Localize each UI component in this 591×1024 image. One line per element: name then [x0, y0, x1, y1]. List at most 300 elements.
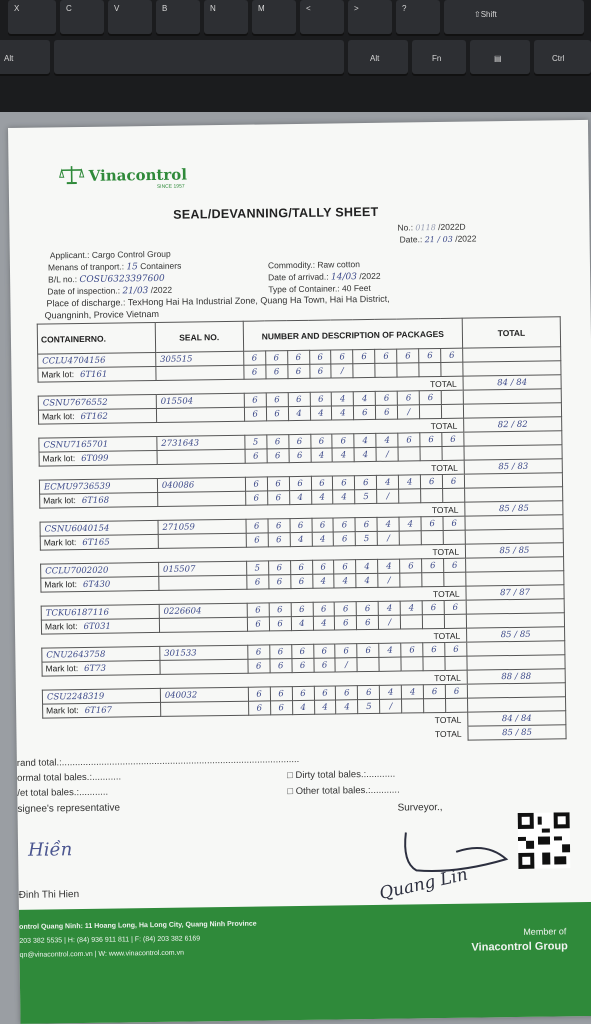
mark-lot-value: 6T73: [84, 663, 107, 674]
package-count: /: [335, 658, 357, 672]
package-count: 6: [291, 658, 313, 672]
key-alt-left: [0, 40, 50, 74]
package-count: 6: [422, 558, 444, 572]
row-total-blank: [464, 445, 562, 460]
means-suffix: Containers: [140, 260, 182, 272]
row-total: 84 / 84: [463, 375, 561, 390]
package-count: [402, 699, 424, 713]
keyboard-background: [0, 0, 591, 120]
key-v: [108, 0, 152, 34]
package-count: 6: [444, 558, 466, 572]
package-count: /: [398, 405, 420, 419]
package-count: [421, 530, 443, 544]
header-total: TOTAL: [462, 317, 560, 348]
package-count: 4: [332, 448, 354, 462]
package-count: [379, 657, 401, 671]
row-total-blank: [467, 683, 565, 698]
package-count: 6: [309, 350, 331, 364]
package-count: 6: [268, 533, 290, 547]
package-count: 6: [267, 491, 289, 505]
package-count: [441, 362, 463, 376]
header-packages: NUMBER AND DESCRIPTION OF PACKAGES: [243, 318, 463, 351]
applicant: Applicant.: Cargo Control Group: [49, 248, 171, 261]
inspection-value: 21/03: [122, 286, 149, 297]
row-total: 82 / 82: [464, 417, 562, 432]
container-type: Type of Container.: 40 Feet: [268, 282, 371, 295]
key-label: ?: [402, 4, 407, 13]
row-total: 85 / 85: [465, 543, 563, 558]
package-count: 6: [247, 645, 269, 659]
package-count: 6: [270, 701, 292, 715]
package-count: [399, 531, 421, 545]
mark-lot-label: Mark lot:: [41, 411, 75, 422]
no-year: /2022D: [438, 221, 466, 233]
package-count: 6: [423, 642, 445, 656]
package-count: 4: [377, 517, 399, 531]
package-count: 4: [399, 475, 421, 489]
row-total-blank: [467, 641, 565, 656]
footer-address: ontrol Quang Ninh: 11 Hoang Long, Ha Long City, Quang Ninh Province: [19, 920, 257, 931]
signature-flourish-icon: [396, 821, 517, 883]
package-count: 6: [270, 659, 292, 673]
total-label: TOTAL: [42, 628, 467, 648]
package-count: 4: [311, 448, 333, 462]
surveyor-signature: Quang Lin: [377, 864, 470, 904]
package-count: 6: [310, 392, 332, 406]
package-count: 6: [267, 477, 289, 491]
seal-no: 040086: [157, 477, 245, 492]
package-count: 6: [335, 644, 357, 658]
package-count: 6: [269, 603, 291, 617]
package-count: 6: [419, 348, 441, 362]
package-count: 6: [419, 390, 441, 404]
footer-member-of: Member of: [523, 926, 567, 937]
row-total-blank: [467, 655, 565, 670]
key-x: [8, 0, 56, 34]
row-total: 85 / 83: [464, 459, 562, 474]
package-count: 6: [335, 616, 357, 630]
key-less: [300, 0, 344, 34]
package-count: 6: [245, 477, 267, 491]
row-total-blank: [466, 571, 564, 586]
inspection-label: Date of inspection.:: [47, 285, 121, 297]
footer-bar: [19, 902, 591, 1024]
key-fn: [412, 40, 466, 74]
surveyor-label: Surveyor.,: [397, 801, 443, 814]
package-count: 4: [313, 616, 335, 630]
package-count: 6: [444, 600, 466, 614]
footer-phone: 203 382 5535 | H: (84) 936 911 811 | F: (84) 203 382 6169: [19, 935, 201, 945]
package-count: 6: [289, 448, 311, 462]
bl-value: COSU6323397600: [79, 273, 165, 286]
package-count: 6: [292, 686, 314, 700]
package-count: 6: [397, 391, 419, 405]
package-count: 4: [380, 685, 402, 699]
package-count: 6: [291, 602, 313, 616]
key-label: B: [162, 4, 168, 13]
package-count: 4: [292, 700, 314, 714]
mark-lot-label: Mark lot:: [46, 705, 79, 716]
package-count: /: [380, 699, 402, 713]
total-label: TOTAL: [40, 502, 465, 522]
vinacontrol-logo-icon: [59, 165, 85, 190]
row-total-blank: [464, 431, 562, 446]
total-label: TOTAL: [41, 586, 466, 606]
package-count: 6: [268, 519, 290, 533]
seal-no: 015504: [156, 393, 244, 408]
package-count: 4: [289, 490, 311, 504]
row-total-blank: [463, 347, 561, 362]
package-count: 4: [310, 406, 332, 420]
package-count: /: [331, 364, 353, 378]
key-label: Alt: [370, 54, 380, 63]
package-count: 6: [314, 686, 336, 700]
arrived-value: 14/03: [330, 272, 357, 283]
package-count: 6: [336, 686, 358, 700]
package-count: 6: [335, 602, 357, 616]
key-ctrl: [534, 40, 591, 74]
package-count: [375, 363, 397, 377]
package-count: 6: [400, 559, 422, 573]
row-total: 85 / 85: [467, 627, 565, 642]
key-label: ▤: [494, 54, 502, 63]
key-label: V: [114, 4, 120, 13]
consignee-representative: signee's representative: [17, 802, 121, 815]
key-label: Fn: [432, 54, 442, 63]
package-count: [401, 615, 423, 629]
footer-group: Vinacontrol Group: [471, 940, 568, 954]
seal-blank: [157, 449, 245, 464]
package-count: 6: [248, 687, 270, 701]
doc-date: [400, 233, 477, 244]
inspection-year: /2022: [150, 284, 173, 296]
package-count: 6: [422, 600, 444, 614]
commodity: Commodity.: Raw cotton: [267, 259, 360, 271]
arrived-label: Date of arrivad.:: [268, 271, 329, 283]
logo-since: SINCE 1957: [156, 183, 185, 190]
package-count: 4: [376, 433, 398, 447]
seal-blank: [158, 533, 246, 548]
seal-blank: [159, 575, 247, 590]
package-count: 6: [443, 474, 465, 488]
package-count: 6: [265, 365, 287, 379]
key-label: C: [66, 4, 72, 13]
container-no: CCLU7002020: [41, 562, 159, 578]
package-count: 6: [331, 350, 353, 364]
row-total: 88 / 88: [467, 669, 565, 684]
package-count: 4: [312, 574, 334, 588]
grand-total-line: rand total.:..........................................................................................: [16, 753, 300, 769]
seal-no: 0226604: [159, 603, 247, 618]
package-count: 4: [378, 559, 400, 573]
key-n: [204, 0, 248, 34]
package-count: [420, 446, 442, 460]
seal-blank: [157, 491, 245, 506]
package-count: [423, 614, 445, 628]
package-count: 4: [378, 601, 400, 615]
package-count: [399, 489, 421, 503]
package-count: [442, 404, 464, 418]
package-count: 6: [375, 349, 397, 363]
package-count: 6: [376, 405, 398, 419]
place-of-discharge: Place of discharge.: TexHong Hai Ha Industrial Zone, Quang Ha Town, Hai Ha District,: [46, 293, 390, 309]
key-label: >: [354, 4, 359, 13]
package-count: 6: [267, 449, 289, 463]
seal-no: 271059: [158, 519, 246, 534]
package-count: 5: [358, 699, 380, 713]
package-count: 6: [246, 533, 268, 547]
package-count: 6: [309, 364, 331, 378]
key-m: [252, 0, 296, 34]
place-of-discharge-2: Quangninh, Provice Vietnam: [44, 308, 160, 321]
key-menu: [470, 40, 530, 74]
total-label: TOTAL: [42, 670, 467, 690]
package-count: 6: [244, 393, 266, 407]
package-count: [443, 488, 465, 502]
container-no: CSNU6040154: [40, 520, 158, 536]
row-total-blank: [463, 361, 561, 376]
consignee-name: Đinh Thi Hien: [18, 889, 80, 901]
total-label: TOTAL: [43, 712, 468, 732]
package-count: [446, 698, 468, 712]
package-count: [420, 404, 442, 418]
key-question: [396, 0, 440, 34]
seal-blank: [156, 365, 244, 380]
package-count: [422, 572, 444, 586]
key-label: Ctrl: [552, 54, 565, 63]
bl-label: B/L no.:: [48, 274, 78, 285]
package-count: 6: [443, 516, 465, 530]
package-count: 6: [268, 561, 290, 575]
package-count: 6: [290, 518, 312, 532]
key-alt-right: [348, 40, 408, 74]
package-count: 6: [248, 659, 270, 673]
package-count: 4: [312, 532, 334, 546]
mark-lot-label: Mark lot:: [44, 621, 78, 632]
package-count: 6: [287, 350, 309, 364]
package-count: 6: [244, 407, 266, 421]
arrived-year: /2022: [359, 270, 381, 282]
key-space: [54, 40, 344, 74]
no-label: No.:: [397, 222, 414, 233]
package-count: /: [377, 531, 399, 545]
seal-no: 015507: [158, 561, 246, 576]
mark-lot-label: Mark lot:: [43, 495, 76, 506]
mark-lot-label: Mark lot:: [43, 537, 77, 548]
row-total: 87 / 87: [466, 585, 564, 600]
package-count: 6: [246, 575, 268, 589]
package-count: 6: [333, 476, 355, 490]
package-count: 4: [400, 601, 422, 615]
package-count: 6: [357, 643, 379, 657]
package-count: 4: [354, 447, 376, 461]
key-label: M: [258, 4, 265, 13]
row-total-blank: [465, 515, 563, 530]
key-label: ⇧Shift: [474, 10, 497, 19]
package-count: 6: [358, 685, 380, 699]
seal-no: 301533: [160, 645, 248, 660]
container-no: CSNU7165701: [39, 436, 157, 452]
package-count: 4: [334, 574, 356, 588]
container-no: CSNU7676552: [38, 394, 156, 410]
mark-lot-label: Mark lot:: [42, 453, 76, 464]
package-count: 6: [424, 684, 446, 698]
package-count: 4: [354, 433, 376, 447]
container-no: ECMU9736539: [39, 478, 157, 494]
package-count: /: [379, 615, 401, 629]
row-total-blank: [466, 557, 564, 572]
package-count: 6: [266, 435, 288, 449]
package-count: 6: [310, 434, 332, 448]
package-count: 4: [356, 573, 378, 587]
row-total: 85 / 85: [465, 501, 563, 516]
container-no: CSU2248319: [42, 688, 160, 704]
package-count: /: [376, 447, 398, 461]
package-count: 6: [376, 391, 398, 405]
package-count: [398, 447, 420, 461]
consignee-signature: Hiền: [27, 839, 73, 861]
package-count: 6: [243, 351, 265, 365]
package-count: /: [377, 489, 399, 503]
package-count: 6: [334, 560, 356, 574]
grand-total-value: 85 / 85: [468, 725, 566, 740]
seal-blank: [160, 701, 248, 716]
package-count: [444, 572, 466, 586]
package-count: 6: [441, 348, 463, 362]
package-count: 6: [247, 617, 269, 631]
header-seal-no: SEAL NO.: [155, 321, 243, 352]
package-count: 5: [356, 531, 378, 545]
no-value: 0118: [415, 223, 436, 233]
package-count: 4: [311, 490, 333, 504]
package-count: 6: [442, 432, 464, 446]
package-count: 6: [445, 684, 467, 698]
package-count: 4: [291, 616, 313, 630]
date-of-inspection: [47, 285, 172, 298]
seal-no: 040032: [160, 687, 248, 702]
package-count: 6: [313, 658, 335, 672]
row-total-blank: [466, 599, 564, 614]
package-count: 6: [290, 574, 312, 588]
tally-sheet-document: [8, 120, 591, 1024]
mark-lot-value: 6T430: [82, 579, 111, 590]
package-count: 6: [312, 560, 334, 574]
seal-blank: [159, 617, 247, 632]
row-total-blank: [463, 389, 561, 404]
container-no: CNU2643758: [42, 646, 160, 662]
package-count: 6: [245, 491, 267, 505]
package-count: 6: [313, 602, 335, 616]
package-count: 6: [244, 365, 266, 379]
package-count: 6: [247, 603, 269, 617]
means-label: Menans of tranport.:: [47, 261, 125, 273]
mark-lot-value: 6T165: [82, 537, 110, 549]
key-label: Alt: [4, 54, 14, 63]
package-count: 6: [266, 407, 288, 421]
package-count: [442, 446, 464, 460]
package-count: 6: [289, 476, 311, 490]
package-count: 6: [397, 349, 419, 363]
date-year: /2022: [455, 233, 477, 244]
package-count: 6: [265, 351, 287, 365]
package-count: 6: [270, 687, 292, 701]
mark-lot-value: 6T162: [80, 411, 109, 423]
package-count: 6: [333, 518, 355, 532]
package-count: [419, 362, 441, 376]
package-count: [401, 657, 423, 671]
package-count: 6: [355, 475, 377, 489]
date-label: Date.:: [399, 234, 423, 245]
normal-total-bales: ormal total bales.:...........: [17, 771, 122, 784]
package-count: [441, 390, 463, 404]
tally-table: [37, 316, 567, 746]
package-count: 6: [332, 434, 354, 448]
package-count: 6: [288, 434, 310, 448]
total-label: TOTAL: [38, 376, 463, 396]
seal-blank: [156, 407, 244, 422]
key-b: [156, 0, 200, 34]
package-count: [423, 656, 445, 670]
package-count: 6: [355, 517, 377, 531]
package-count: [357, 657, 379, 671]
package-count: 5: [246, 561, 268, 575]
total-label: TOTAL: [39, 418, 464, 438]
package-count: 6: [269, 617, 291, 631]
grand-total-label: TOTAL: [434, 728, 462, 739]
package-count: 4: [333, 490, 355, 504]
package-count: 6: [269, 645, 291, 659]
package-count: 4: [332, 392, 354, 406]
package-count: [424, 698, 446, 712]
package-count: [443, 530, 465, 544]
header-container-no: CONTAINERNO.: [37, 322, 155, 354]
dirty-total-bales: □ Dirty total bales.:...........: [286, 768, 396, 782]
package-count: 6: [288, 392, 310, 406]
package-count: [445, 656, 467, 670]
mark-lot-value: 6T099: [81, 453, 109, 465]
row-total-blank: [465, 487, 563, 502]
package-count: 6: [245, 449, 267, 463]
package-count: 6: [354, 405, 376, 419]
package-count: 5: [245, 435, 267, 449]
package-count: 6: [311, 518, 333, 532]
mark-lot-value: 6T167: [84, 705, 113, 716]
row-total-blank: [466, 613, 564, 628]
package-count: 6: [287, 364, 309, 378]
package-count: 4: [314, 700, 336, 714]
package-count: 4: [354, 391, 376, 405]
row-total-blank: [464, 473, 562, 488]
package-count: 6: [246, 519, 268, 533]
mark-lot-value: 6T168: [81, 495, 110, 507]
package-count: 4: [288, 406, 310, 420]
seal-no: 305515: [155, 351, 243, 366]
seal-blank: [160, 659, 248, 674]
package-count: 5: [355, 489, 377, 503]
total-label: TOTAL: [39, 460, 464, 480]
means-of-transport: [48, 261, 182, 274]
package-count: 4: [377, 475, 399, 489]
bl-number: [48, 273, 165, 286]
key-c: [60, 0, 104, 34]
row-total-blank: [468, 697, 566, 712]
package-count: [444, 614, 466, 628]
mark-lot-value: 6T161: [79, 369, 108, 381]
logo-text: Vinacontrol: [88, 165, 188, 185]
package-count: 6: [334, 532, 356, 546]
date-of-arrival: [268, 271, 381, 284]
mark-lot-label: Mark lot:: [41, 369, 75, 380]
